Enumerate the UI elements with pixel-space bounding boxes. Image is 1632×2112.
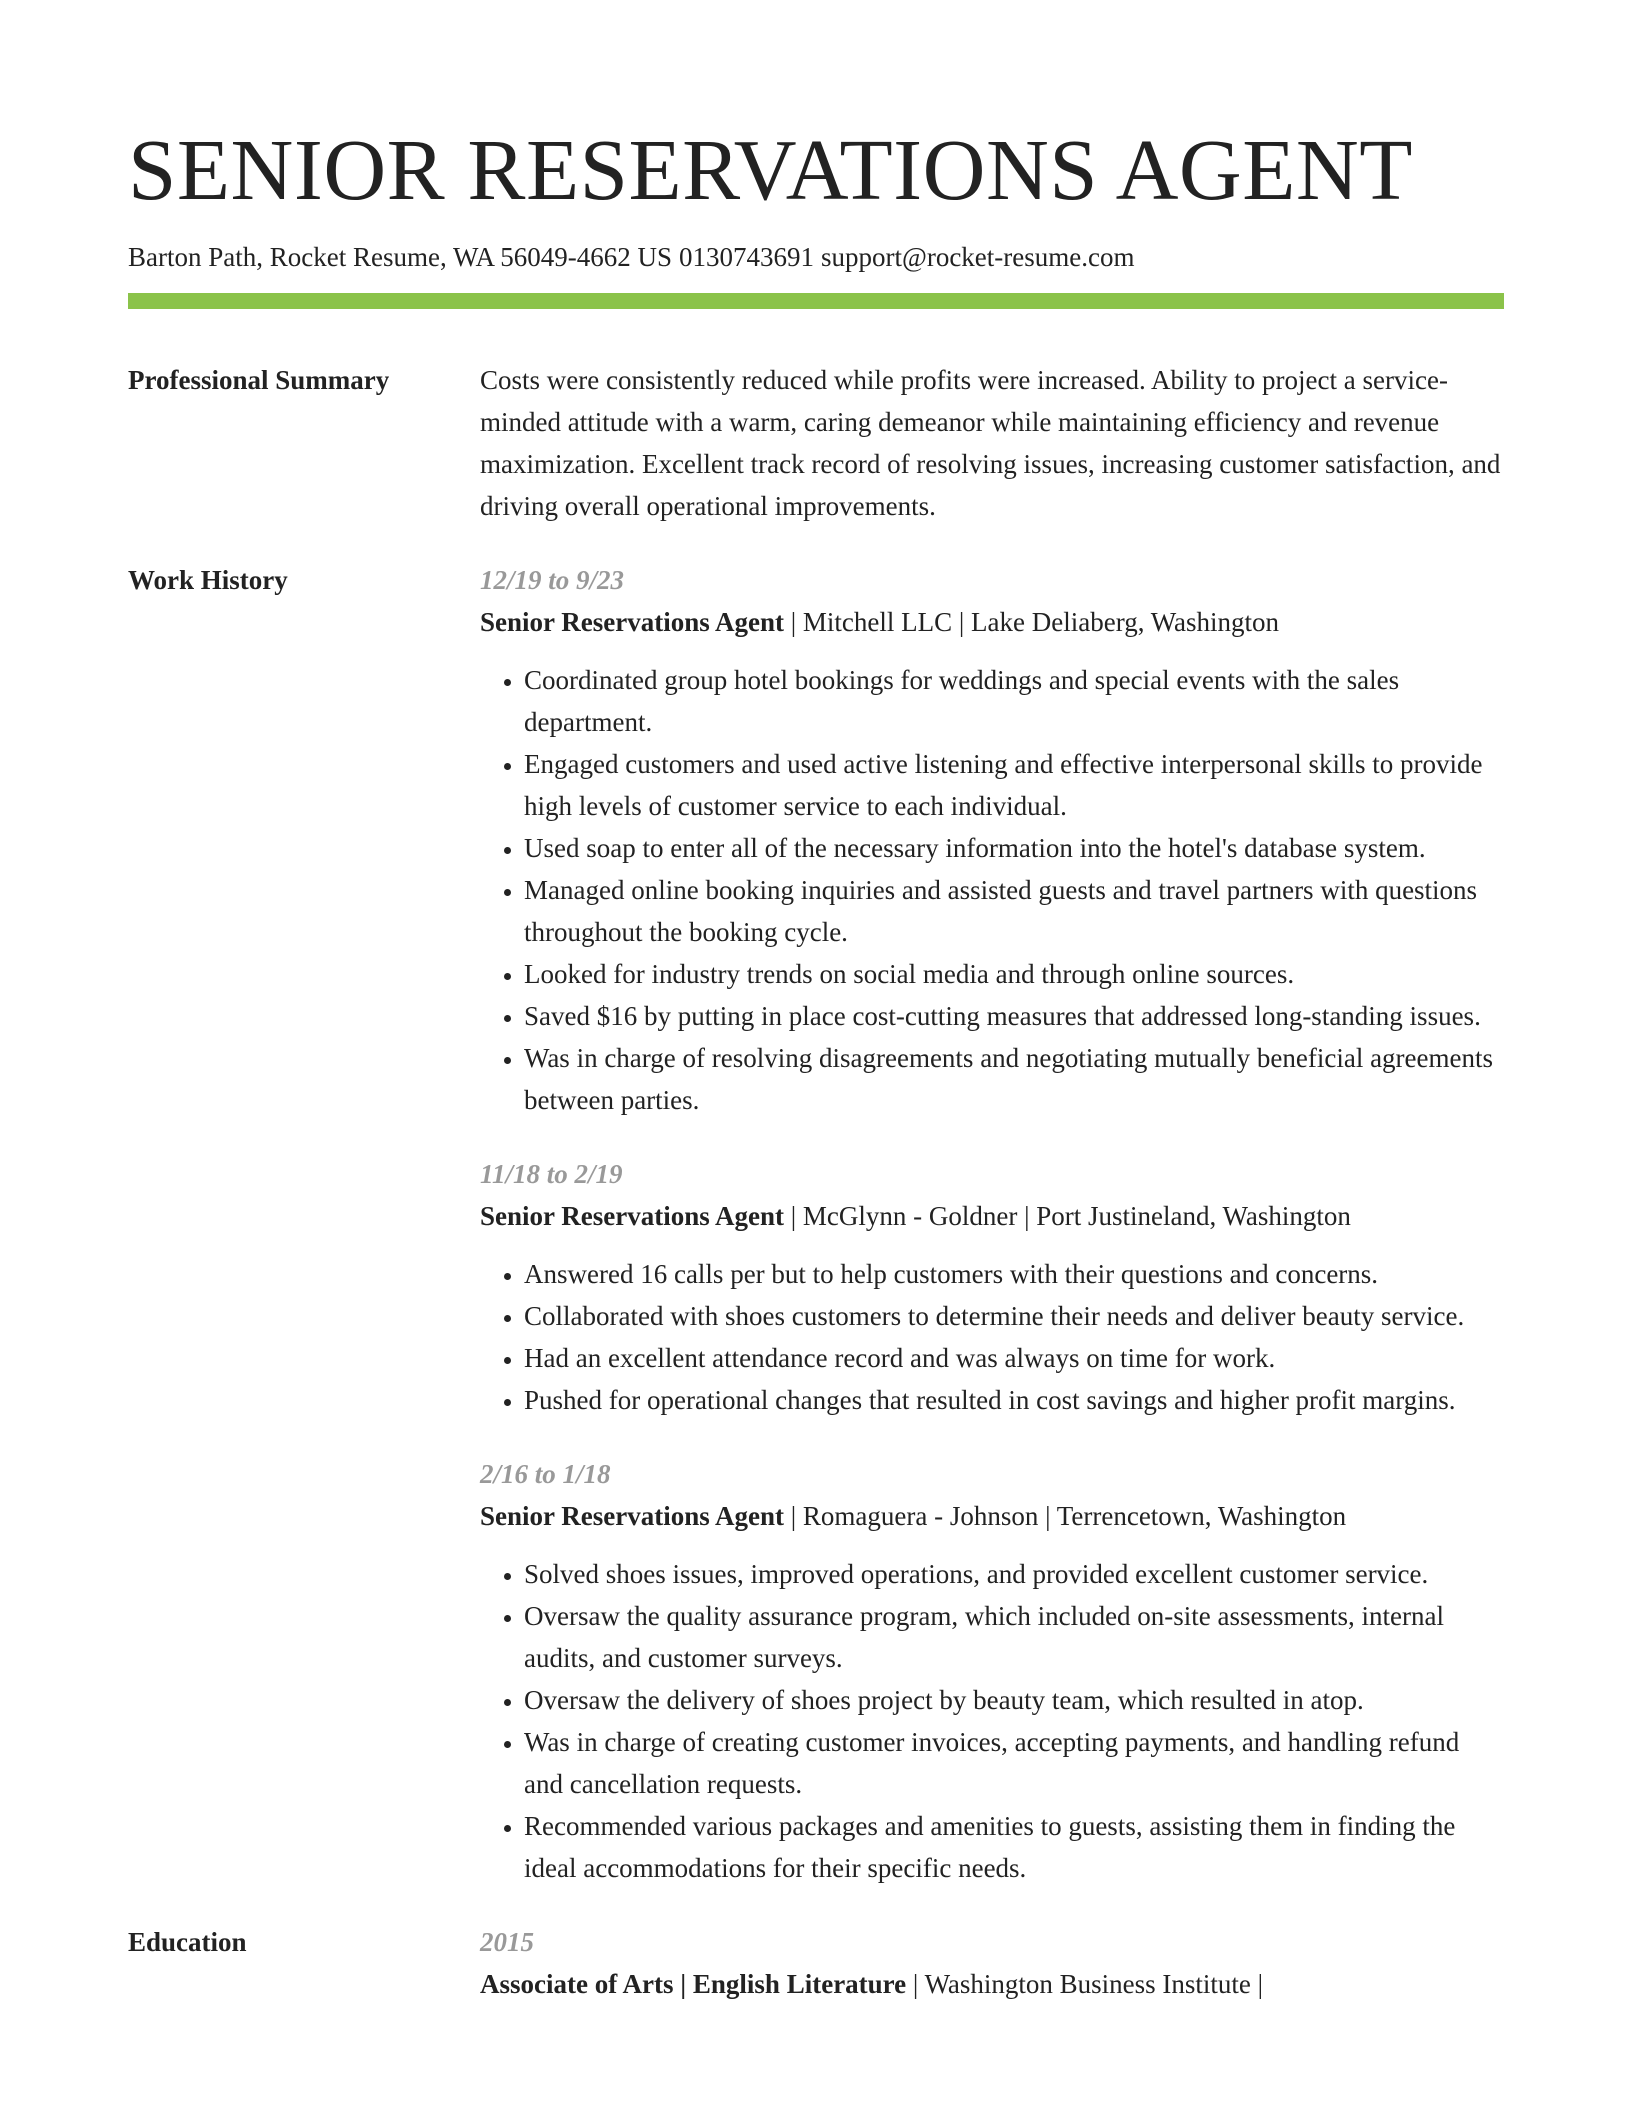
- education-body: [480, 1921, 1504, 2005]
- bullet-item: • Used soap to enter all of the necessary information into the hotel's database system.: [524, 827, 1504, 869]
- job-entry: [480, 1153, 1504, 1421]
- contact-line: [128, 239, 1504, 275]
- job-dates: 12/19 to 9/23: [480, 565, 625, 595]
- job-details: | McGlynn - Goldner | Port Justineland, Washington: [784, 1201, 1351, 1231]
- job-entry: [480, 559, 1504, 1121]
- job-dates: 11/18 to 2/19: [480, 1159, 623, 1189]
- job-dates: 2/16 to 1/18: [480, 1459, 611, 1489]
- bullet-item: • Answered 16 calls per but to help customers with their questions and concerns.: [524, 1253, 1504, 1295]
- bullet-item: • Coordinated group hotel bookings for weddings and special events with the sales department.: [524, 659, 1504, 743]
- education-degree: Associate of Arts | English Literature: [480, 1969, 907, 1999]
- bullet-item: • Oversaw the quality assurance program, which included on-site assessments, internal audits, and customer surveys.: [524, 1595, 1504, 1679]
- job-details: | Mitchell LLC | Lake Deliaberg, Washington: [784, 607, 1280, 637]
- bullet-item: • Collaborated with shoes customers to determine their needs and deliver beauty service.: [524, 1295, 1504, 1337]
- contact-address: Barton Path, Rocket Resume, WA 56049-4662 US: [128, 242, 672, 272]
- header-divider: [128, 293, 1504, 309]
- job-title: Senior Reservations Agent: [480, 607, 784, 637]
- bullet-item: • Oversaw the delivery of shoes project by beauty team, which resulted in atop.: [524, 1679, 1504, 1721]
- summary-heading: Professional Summary: [128, 365, 390, 395]
- bullet-item: • Was in charge of creating customer invoices, accepting payments, and handling refund and cancellation requests.: [524, 1721, 1504, 1805]
- summary-section: [128, 359, 1504, 527]
- job-role-line: [480, 1195, 1504, 1237]
- contact-phone: 0130743691: [678, 242, 814, 272]
- job-title: Senior Reservations Agent: [480, 1501, 784, 1531]
- job-title: Senior Reservations Agent: [480, 1201, 784, 1231]
- bullet-item: • Managed online booking inquiries and assisted guests and travel partners with questions throughout the booking cycle.: [524, 869, 1504, 953]
- education-heading: Education: [128, 1927, 247, 1957]
- job-bullets: [480, 1253, 1504, 1421]
- bullet-item: • Looked for industry trends on social media and through online sources.: [524, 953, 1504, 995]
- work-history-body: [480, 559, 1504, 1889]
- job-details: | Romaguera - Johnson | Terrencetown, Washington: [784, 1501, 1347, 1531]
- job-entry: [480, 1453, 1504, 1889]
- education-details: | Washington Business Institute |: [906, 1969, 1264, 1999]
- education-line: [480, 1963, 1504, 2005]
- work-history-heading: Work History: [128, 565, 288, 595]
- job-role-line: [480, 601, 1504, 643]
- bullet-item: • Saved $16 by putting in place cost-cutting measures that addressed long-standing issues.: [524, 995, 1504, 1037]
- job-bullets: [480, 659, 1504, 1121]
- education-year: 2015: [480, 1927, 534, 1957]
- contact-email: support@rocket-resume.com: [820, 242, 1135, 272]
- bullet-item: • Solved shoes issues, improved operations, and provided excellent customer service.: [524, 1553, 1504, 1595]
- summary-text: Costs were consistently reduced while profits were increased. Ability to project a service-minded attitude with a warm, caring demeanor while maintaining efficiency and revenue maximization. Excellent track record of resolving issues, increasing customer satisfaction, and driving overall operational improvements.: [480, 365, 1501, 521]
- bullet-item: • Engaged customers and used active listening and effective interpersonal skills to provide high levels of customer service to each individual.: [524, 743, 1504, 827]
- bullet-item: • Recommended various packages and amenities to guests, assisting them in finding the ideal accommodations for their specific needs.: [524, 1805, 1504, 1889]
- work-history-section: [128, 559, 1504, 1889]
- bullet-item: • Was in charge of resolving disagreements and negotiating mutually beneficial agreements between parties.: [524, 1037, 1504, 1121]
- job-role-line: [480, 1495, 1504, 1537]
- resume-title: SENIOR RESERVATIONS AGENT: [128, 121, 1413, 218]
- bullet-item: • Pushed for operational changes that resulted in cost savings and higher profit margins.: [524, 1379, 1504, 1421]
- bullet-item: • Had an excellent attendance record and was always on time for work.: [524, 1337, 1504, 1379]
- education-section: [128, 1921, 1504, 2005]
- job-bullets: [480, 1553, 1504, 1889]
